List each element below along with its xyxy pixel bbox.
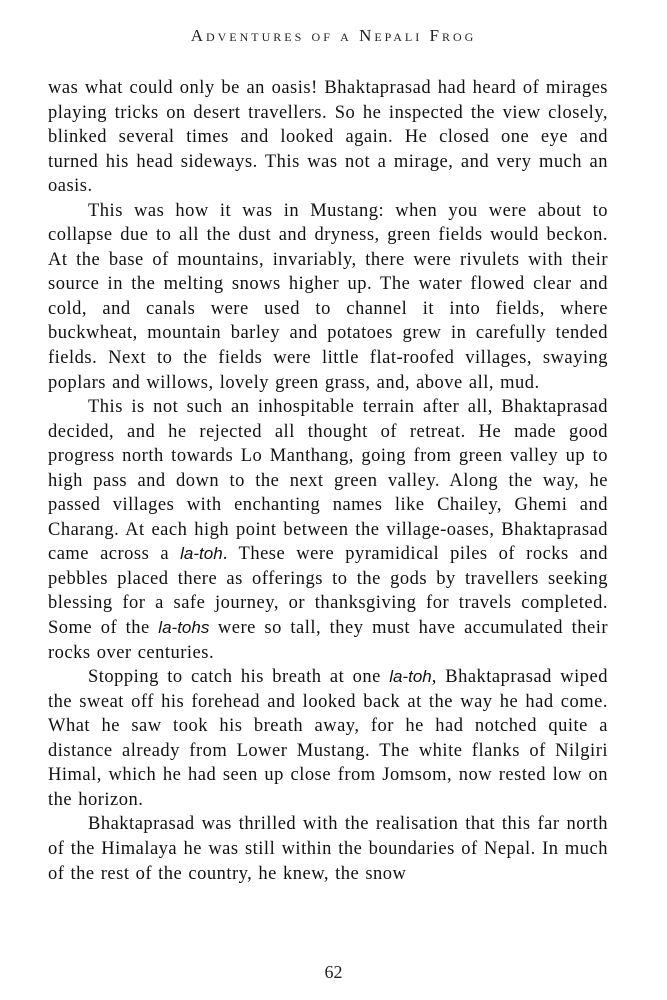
paragraph-3-text-c: were so tall, they must have accumulated their rocks over centuries. — [48, 618, 608, 663]
running-head-title: Adventures of a Nepali Frog — [190, 26, 477, 45]
paragraph-4-text-b: , Bhaktaprasad wiped the sweat off his forehead and looked back at the way he had come. What he saw took his breath away, for he had notched quite a distance already from Lower Mustang. The white flanks of Nilgiri Himal, which he had seen up close from Jomsom, now rested low on the horizon. — [48, 667, 608, 810]
term-la-toh-2: la-toh — [389, 667, 432, 687]
paragraph-1: was what could only be an oasis! Bhaktaprasad had heard of mirages playing tricks on desert travellers. So he inspected the view closely, blinked several times and looked again. He closed one eye and turned his head sideways. This was not a mirage, and very much an oasis. — [48, 78, 608, 197]
paragraph-2: This was how it was in Mustang: when you were about to collapse due to all the dust and dryness, green fields would beckon. At the base of mountains, invariably, there were rivulets with their source in the melting snows higher up. The water flowed clear and cold, and canals were used to channel it into fields, where buckwheat, mountain barley and potatoes grew in carefully tended fields. Next to the fields were little flat-roofed villages, swaying poplars and willows, lovely green grass, and, above all, mud. — [48, 200, 608, 393]
page-number: 62 — [324, 962, 343, 982]
paragraph-4-text-a: Stopping to catch his breath at one — [88, 667, 390, 688]
term-la-tohs: la-tohs — [158, 618, 210, 638]
paragraph-3-text-b: . These were pyramidical piles of rocks and pebbles placed there as offerings to the gods by travellers seeking blessing for a safe journey, or thanksgiving for travels completed. Some of the — [48, 544, 608, 639]
paragraph-3 — [48, 395, 608, 665]
paragraph-5: Bhaktaprasad was thrilled with the realisation that this far north of the Himalaya he was still within the boundaries of Nepal. In much of the rest of the country, he knew, the snow — [48, 814, 608, 884]
body-text — [48, 76, 608, 886]
term-la-toh: la-toh — [180, 544, 223, 564]
paragraph-4 — [48, 665, 608, 812]
paragraph-3-text-a: This is not such an inhospitable terrain after all, Bhaktaprasad decided, and he rejected all thought of retreat. He made good progress north towards Lo Manthang, going from green valley up to high pass and down to the next green valley. Along the way, he passed villages with enchanting names like Chailey, Ghemi and Charang. At each high point between the village-oases, Bhaktaprasad came across a — [48, 397, 608, 565]
